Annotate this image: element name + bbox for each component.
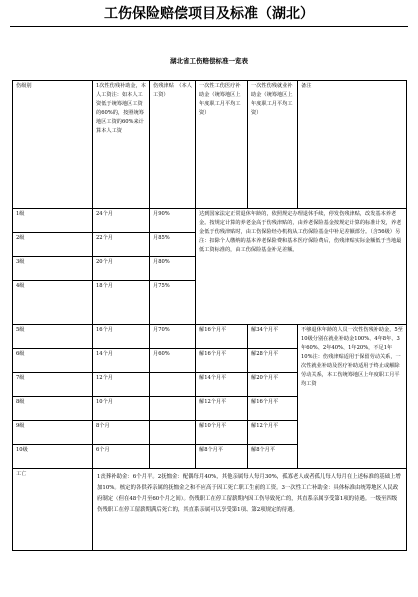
grade-cell: 3级 [13,257,93,281]
allowance-cell [150,397,196,421]
death-benefits-text: 1丧葬补助金：6个月平。2抚恤金：配偶每月40%，其他亲属每人每月30%，孤寡老人或者孤儿每人每月在上述标准的基础上增加10%。核定的各供养亲属的抚恤金之和不应高于因工死亡职工生前的工资。3一次性工亡补助金：具体标准由统筹地区人民政府制定（但在48个月至60个月之间）。伤残职工在停工留薪期内因工伤导致死亡的，其直系亲属享受第1项的待遇。一级至四级伤残职工在停工留薪期满后死亡的，其直系亲属可以享受第1项、第2项规定的待遇。 [93,469,407,551]
compensation-table [12,80,407,551]
employment-cell: 解16个月平 [248,397,298,421]
employment-cell: 解8个月平 [248,445,298,469]
lump-cell: 20个月 [93,257,150,281]
death-label: 工亡 [13,469,93,551]
header-lump-sum: 1次性伤残补助金，本人工资注：如本人工资低于统筹地区工资的60%的，按照统筹地区工资的60%来计算本人工资 [93,81,150,209]
allowance-cell: 月70% [150,325,196,349]
lump-cell: 12个月 [93,373,150,397]
header-remarks: 备注 [298,81,407,209]
allowance-cell: 月60% [150,349,196,373]
death-row [13,469,407,551]
allowance-cell: 月80% [150,257,196,281]
notes-grade-1-4: 达到国家法定正常退休年龄的，依照规定办理退休手续，停发伤残津贴，改发基本养老金。按规定计算的养老金高于伤残津贴的，由养老保险基金按规定计算的标准计发，养老金低于伤残津贴时，由工伤保险经办机构从工伤保险基金中补足差额部分。（含56级）另注：扣除个人缴纳的基本养老保险费和基本医疗保险费后，伤残津贴实际金额低于当地最低工资标准的，由工伤保险基金补足差额。 [196,209,407,325]
employment-cell: 解34个月平 [248,325,298,349]
grade-cell: 5级 [13,325,93,349]
title-divider [10,26,408,27]
lump-cell: 14个月 [93,349,150,373]
allowance-cell: 月90% [150,209,196,233]
lump-cell: 18个月 [93,281,150,325]
page-title: 工伤保险赔偿项目及标准（湖北） [104,6,314,22]
employment-cell: 解12个月平 [248,421,298,445]
grade-cell: 9级 [13,421,93,445]
lump-cell: 16个月 [93,325,150,349]
employment-cell: 解28个月平 [248,349,298,373]
lump-cell: 10个月 [93,397,150,421]
employment-cell: 解20个月平 [248,373,298,397]
medical-cell: 解10个月平 [196,421,248,445]
header-grade: 伤级别 [13,81,93,209]
lump-cell: 24个月 [93,209,150,233]
medical-cell: 解14个月平 [196,373,248,397]
allowance-cell: 月85% [150,233,196,257]
medical-cell: 解16个月平 [196,349,248,373]
grade-cell: 10级 [13,445,93,469]
grade-cell: 6级 [13,349,93,373]
table-row [13,325,407,349]
medical-cell: 解16个月平 [196,325,248,349]
header-medical-subsidy: 一次性工伤医疗补助金（统筹地区上年度职工月平均工资） [196,81,248,209]
grade-cell: 7级 [13,373,93,397]
allowance-cell [150,421,196,445]
notes-grade-5-10: 不够退休年龄的人员一次性伤残补助金，5至10级分别在就业补助金100%、4年8年、3年60%、2年40%、1年20%，不足1年10%注：伤残津贴适用于保留劳动关系，一次性就业补助及医疗补助适用于终止或解除劳动关系，本工伤统筹地区上年度职工月平均工资 [298,325,407,469]
allowance-cell [150,373,196,397]
medical-cell: 解8个月平 [196,445,248,469]
grade-cell: 1级 [13,209,93,233]
grade-cell: 2级 [13,233,93,257]
medical-cell: 解12个月平 [196,397,248,421]
grade-cell: 8级 [13,397,93,421]
lump-cell: 6个月 [93,445,150,469]
header-row [13,81,407,209]
allowance-cell [150,445,196,469]
table-row [13,209,407,233]
lump-cell: 8个月 [93,421,150,445]
table-caption: 湖北省工伤赔偿标准一览表 [170,57,248,65]
lump-cell: 22个月 [93,233,150,257]
header-disability-allowance: 伤残津贴 （本人工资） [150,81,196,209]
grade-cell: 4级 [13,281,93,325]
allowance-cell: 月75% [150,281,196,325]
header-employment-subsidy: 一次性伤残就业补助金（统筹地区上年度职工月平均工资） [248,81,298,209]
